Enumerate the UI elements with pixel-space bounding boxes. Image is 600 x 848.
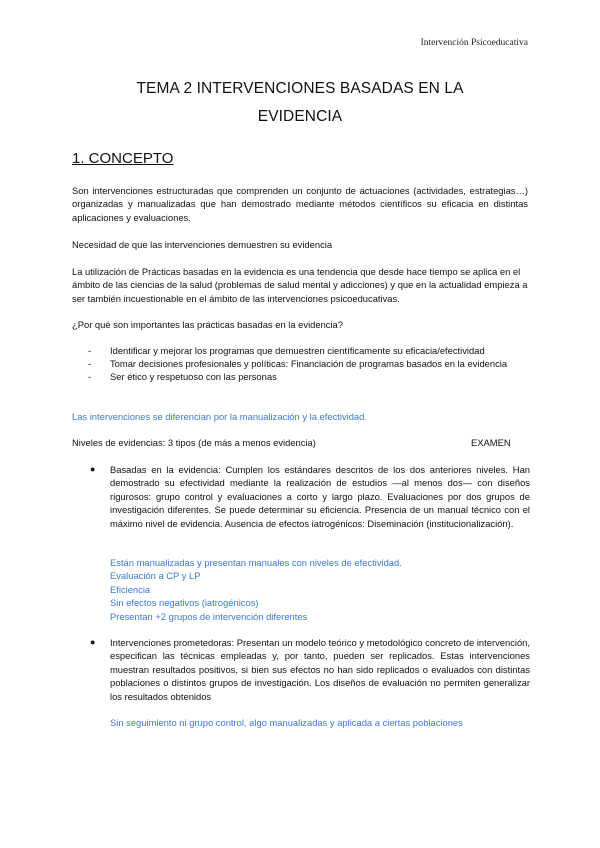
- examen-tag: EXAMEN: [471, 437, 511, 448]
- note-line: Están manualizadas y presentan manuales con niveles de efectividad.: [110, 557, 402, 568]
- diferencian-note: Las intervenciones se diferencian por la manualización y la efectividad.: [72, 411, 367, 422]
- page-title-line2: EVIDENCIA: [257, 108, 343, 125]
- section-heading-concepto: 1. CONCEPTO: [72, 150, 174, 167]
- niveles-text: Niveles de evidencias: 3 tipos (de más a menos evidencia): [72, 437, 316, 448]
- note-line: Sin efectos negativos (iatrogénicos): [110, 597, 259, 609]
- running-header: Intervención Psicoeducativa: [420, 38, 528, 48]
- bullet-icon: ●: [90, 637, 96, 647]
- page-title-line1: TEMA 2 INTERVENCIONES BASADAS EN LA: [136, 80, 464, 97]
- pregunta-paragraph: ¿Por qué son importantes las prácticas basadas en la evidencia?: [72, 319, 343, 330]
- note-line: Evaluación a CP y LP: [110, 570, 201, 582]
- necesidad-paragraph: Necesidad de que las intervenciones demuestren su evidencia: [72, 239, 333, 250]
- bullet-icon: ●: [90, 464, 96, 474]
- note-line: Sin seguimiento ni grupo control, algo manualizadas y aplicada a ciertas poblaciones: [110, 717, 463, 728]
- list-item: - Identificar y mejorar los programas que demuestren científicamente su eficacia/efectividad: [72, 344, 528, 357]
- note-line: Eficiencia: [110, 583, 151, 595]
- prometedoras-notes: [110, 716, 463, 729]
- niveles-paragraph: [72, 436, 528, 449]
- utilizacion-paragraph: La utilización de Prácticas basadas en la evidencia es una tendencia que desde hace tiempo se aplica en el ámbito de las ciencias de la salud (problemas de salud mental y adicciones) y que en la actualidad empieza a ser también incuestionable en el ámbito de las intervenciones psicoeducativas.: [72, 266, 528, 304]
- prometedoras-paragraph: Intervenciones prometedoras: Presentan un modelo teórico y metodológico concreto de intervención, especifican las técnicas empleadas y, por tanto, pueden ser replicados. Estas intervenciones muestran resultados positivos, si bien sus efectos no han sido replicados o evaluados con distintas poblaciones o distintos grupos de investigación. Los diseños de evaluación no permiten generalizar los resultados obtenidos: [110, 637, 530, 702]
- dash-list: [72, 344, 528, 383]
- definition-paragraph: Son intervenciones estructuradas que comprenden un conjunto de actuaciones (actividades, estrategias…) organizadas y manualizadas que han demostrado mediante métodos científicos su eficacia en distintas aplicaciones y evaluaciones.: [72, 185, 528, 223]
- basadas-notes: [110, 556, 402, 623]
- list-item: - Ser ético y respetuoso con las personas: [72, 370, 528, 383]
- basadas-evidencia-paragraph: Basadas en la evidencia: Cumplen los estándares descritos de los dos anteriores niveles. Han demostrado su efectividad mediante la realización de estudios —al menos dos— con diseños rigurosos: grupo control y evaluaciones a corto y largo plazo. Evaluaciones por dos grupos de investigación diferentes. Se puede determinar su eficiencia. Presencia de un manual técnico con el máximo nivel de evidencia. Ausencia de efectos iatrogénicos: Diseminación (institucionalización).: [110, 464, 530, 529]
- list-item: - Tomar decisiones profesionales y políticas: Financiación de programas basados en la evidencia: [72, 357, 528, 370]
- note-line: Presentan +2 grupos de intervención diferentes: [110, 610, 308, 622]
